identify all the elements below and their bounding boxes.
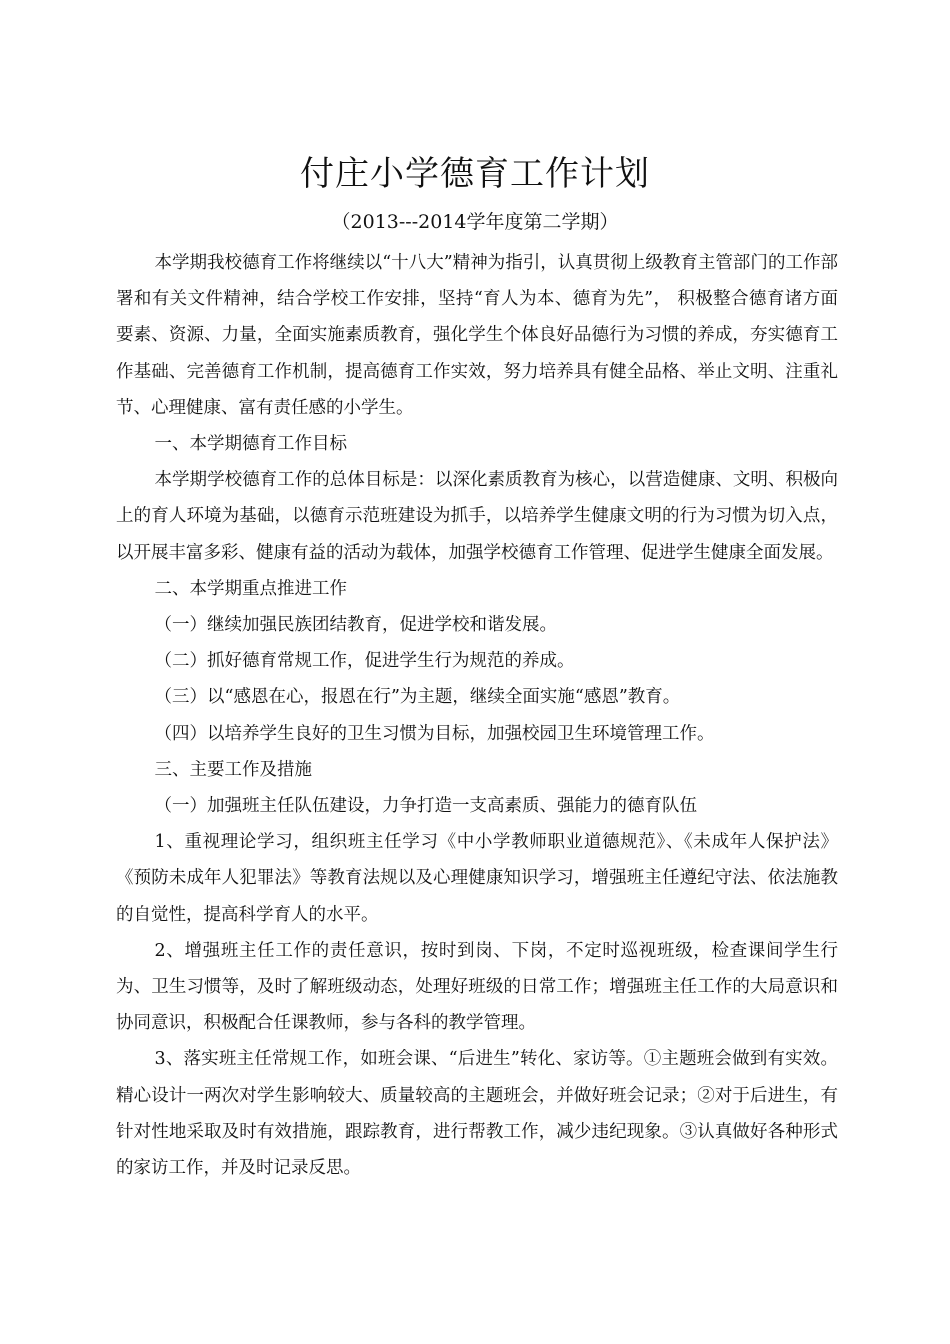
section-heading-key-work: 二、本学期重点推进工作	[154, 578, 347, 599]
measure-paragraph: 1、重视理论学习，组织班主任学习《中小学教师职业道德规范》、《未成年人保护法》《预防未成年人犯罪法》等教育法规以及心理健康知识学习，增强班主任遵纪守法、依法施教的自觉性，提高科学育人的水平。	[116, 832, 838, 925]
key-work-item: （三）以“感恩在心，报恩在行”为主题，继续全面实施“感恩”教育。	[154, 687, 681, 708]
intro-paragraph: 本学期我校德育工作将继续以“十八大”精神为指引，认真贯彻上级教育主管部门的工作部署和有关文件精神，结合学校工作安排，坚持“育人为本、德育为先”， 积极整合德育诸方面要素、资源、力量，全面实施素质教育，强化学生个体良好品德行为习惯的养成，夯实德育工作基础、完善德育工作机制，提高德育工作实效，努力培养具有健全品格、举止文明、注重礼节、心理健康、富有责任感的小学生。	[116, 253, 838, 418]
measure-paragraph: 2、增强班主任工作的责任意识，按时到岗、下岗，不定时巡视班级，检查课间学生行为、卫生习惯等，及时了解班级动态，处理好班级的日常工作；增强班主任工作的大局意识和协同意识，积极配合任课教师，参与各科的教学管理。	[116, 940, 838, 1034]
key-work-item: （四）以培养学生良好的卫生习惯为目标，加强校园卫生环境管理工作。	[154, 723, 715, 744]
key-work-item: （一）继续加强民族团结教育，促进学校和谐发展。	[154, 615, 557, 636]
section-heading-goals: 一、本学期德育工作目标	[154, 434, 347, 455]
section-heading-measures: 三、主要工作及措施	[154, 759, 312, 780]
key-work-item: （二）抓好德育常规工作，促进学生行为规范的养成。	[154, 651, 575, 672]
goals-paragraph: 本学期学校德育工作的总体目标是：以深化素质教育为核心，以营造健康、文明、积极向上的育人环境为基础，以德育示范班建设为抓手，以培养学生健康文明的行为习惯为切入点，以开展丰富多彩、健康有益的活动为载体，加强学校德育工作管理、促进学生健康全面发展。	[116, 470, 838, 563]
document-subtitle: （2013---2014学年度第二学期）	[331, 211, 619, 233]
document-title: 付庄小学德育工作计划	[300, 154, 650, 194]
measure-paragraph: 3、落实班主任常规工作，如班会课、“后进生”转化、家访等。①主题班会做到有实效。精心设计一两次对学生影响较大、质量较高的主题班会，并做好班会记录；②对于后进生，有针对性地采取及时有效措施，跟踪教育，进行帮教工作，减少违纪现象。③认真做好各种形式的家访工作，并及时记录反思。	[116, 1049, 838, 1179]
measures-subheading: （一）加强班主任队伍建设，力争打造一支高素质、强能力的德育队伍	[154, 796, 697, 817]
document-body	[116, 245, 838, 1186]
